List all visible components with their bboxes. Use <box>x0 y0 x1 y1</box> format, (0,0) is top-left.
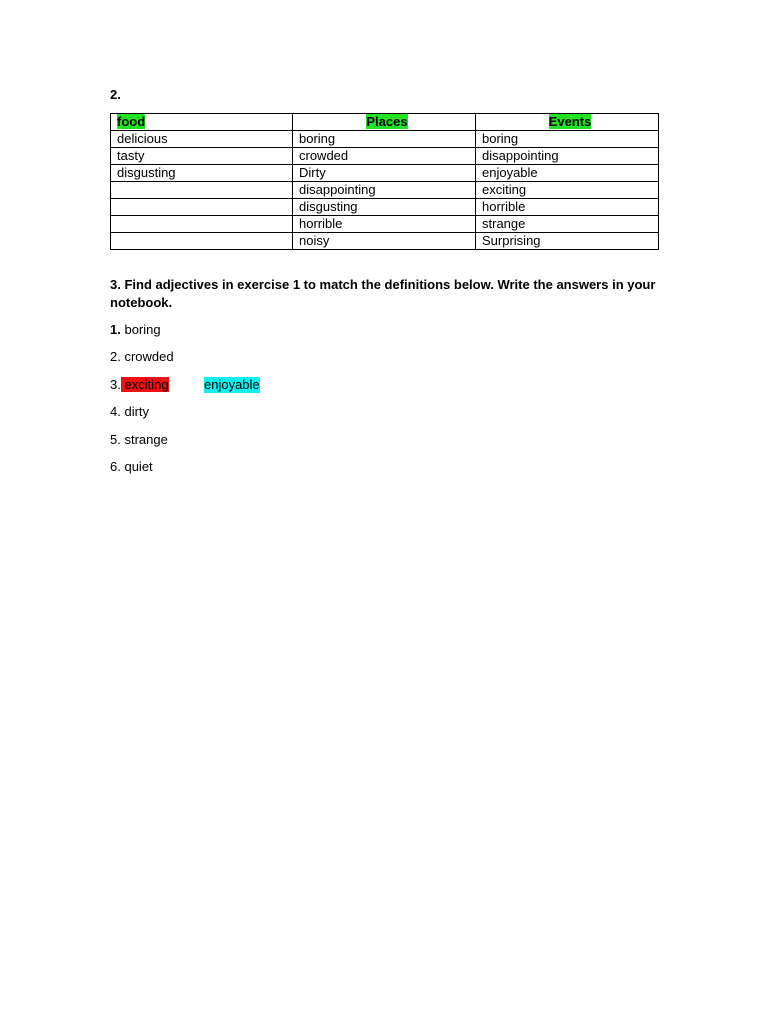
table-row <box>111 199 659 216</box>
answer-alternative-highlighted: enjoyable <box>204 377 260 392</box>
header-food <box>111 114 293 131</box>
answer-text: quiet <box>124 459 153 474</box>
table-cell <box>111 199 293 216</box>
table-cell: Dirty <box>293 165 476 182</box>
header-events <box>476 114 659 131</box>
answer-line-6 <box>110 459 153 475</box>
answer-text-highlighted <box>121 377 169 392</box>
table-row <box>111 216 659 233</box>
answer-line-1 <box>110 322 161 338</box>
header-events-label: Events <box>548 114 592 129</box>
table-cell: disgusting <box>111 165 293 182</box>
adjectives-table <box>110 113 659 250</box>
exercise-2-number: 2. <box>110 87 121 102</box>
answer-text: dirty <box>124 404 150 419</box>
table-cell: exciting <box>476 182 659 199</box>
answer-number: 2. <box>110 349 121 364</box>
answer-number: 4. <box>110 404 121 419</box>
table-header-row <box>111 114 659 131</box>
table-cell: horrible <box>476 199 659 216</box>
table-cell: tasty <box>111 148 293 165</box>
table-cell: Surprising <box>476 233 659 250</box>
table-cell: crowded <box>293 148 476 165</box>
answer-line-5 <box>110 432 168 448</box>
table-cell <box>111 182 293 199</box>
answer-line-4 <box>110 404 149 420</box>
table-cell: delicious <box>111 131 293 148</box>
answer-number: 6. <box>110 459 121 474</box>
table-cell: enjoyable <box>476 165 659 182</box>
answer-line-3 <box>110 377 260 393</box>
exercise-3-instruction: 3. Find adjectives in exercise 1 to match the definitions below. Write the answers in your notebook. <box>110 277 656 310</box>
answer-number: 1. <box>110 322 121 337</box>
table-row <box>111 148 659 165</box>
table-cell: boring <box>293 131 476 148</box>
table-cell: boring <box>476 131 659 148</box>
table-cell: noisy <box>293 233 476 250</box>
header-places-label: Places <box>366 114 408 129</box>
header-places <box>293 114 476 131</box>
table-cell <box>111 233 293 250</box>
answer-number: 5. <box>110 432 121 447</box>
answer-text: boring <box>124 322 161 337</box>
table-row <box>111 131 659 148</box>
table-cell: disappointing <box>293 182 476 199</box>
answer-text: strange <box>124 432 168 447</box>
answer-number: 3. <box>110 377 121 392</box>
table-row <box>111 233 659 250</box>
table-cell: strange <box>476 216 659 233</box>
table-cell: horrible <box>293 216 476 233</box>
table-row <box>111 165 659 182</box>
table-cell: disgusting <box>293 199 476 216</box>
table-cell <box>111 216 293 233</box>
answer-text: exciting <box>124 377 169 392</box>
table-cell: disappointing <box>476 148 659 165</box>
table-row <box>111 182 659 199</box>
answer-text: crowded <box>124 349 174 364</box>
answer-line-2 <box>110 349 174 365</box>
header-food-label: food <box>117 114 146 129</box>
